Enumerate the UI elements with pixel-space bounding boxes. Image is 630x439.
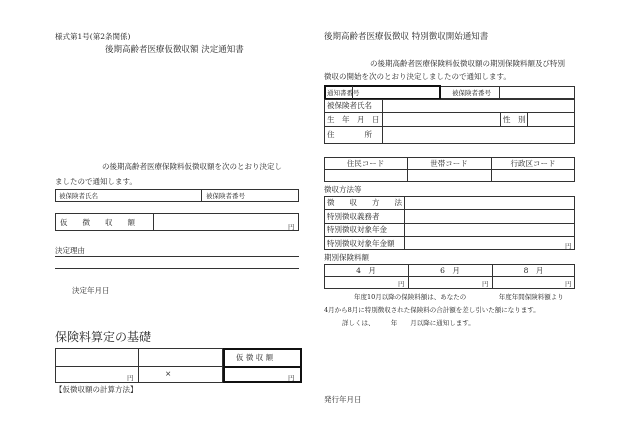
- obligor-label: 特別徴収義務者: [327, 212, 380, 221]
- left-provisional-amount-label: 仮 徴 収 額: [60, 218, 135, 227]
- left-insured-number-label: 被保険者番号: [206, 192, 245, 200]
- month-august: 8 月: [523, 266, 544, 275]
- yen-unit: 円: [482, 280, 489, 288]
- reason-line: [55, 268, 299, 269]
- basis-heading: 保険料算定の基礎: [55, 330, 152, 344]
- decision-reason-label: 決定理由: [55, 246, 85, 255]
- divider: [500, 112, 501, 126]
- divider: [324, 169, 575, 170]
- calc-method-label: 【仮徴収額の計算方法】: [55, 385, 138, 394]
- divider: [201, 189, 202, 202]
- household-code-label: 世帯コード: [430, 159, 468, 168]
- issue-date-label: 発行年月日: [324, 395, 362, 404]
- collection-method-label: 徴 収 方 法: [327, 198, 402, 207]
- divider: [382, 99, 383, 144]
- address-label: 住 所: [327, 130, 372, 139]
- gender-label: 性 別: [503, 115, 526, 124]
- divider: [324, 126, 575, 127]
- divider: [527, 112, 528, 126]
- notice-number-label: 通知書番号: [327, 89, 360, 97]
- divider: [499, 86, 500, 99]
- left-body-line2: ましたので通知します。: [55, 177, 137, 186]
- divider: [324, 236, 575, 237]
- right-body-line2: 徴収の開始を次のとおり決定しましたので通知します。: [324, 72, 511, 81]
- yen-unit: 円: [127, 374, 134, 382]
- collection-method-heading: 徴収方法等: [324, 185, 362, 194]
- pension-label: 特別徴収対象年金: [327, 225, 387, 234]
- divider: [224, 366, 301, 368]
- yen-unit: 円: [398, 280, 405, 288]
- note-line1: 年度10月以降の保険料額は、あなたの 年度年間保険料額より: [354, 293, 564, 301]
- divider: [324, 209, 575, 210]
- note-line3: 詳しくは、 年 月以降に通知します。: [342, 319, 475, 327]
- right-insured-name-label: 被保険者氏名: [327, 101, 372, 110]
- month-june: 6 月: [440, 266, 460, 275]
- form-number: 様式第1号(第2条関係): [55, 32, 131, 41]
- admin-area-code-label: 行政区コード: [510, 159, 556, 168]
- divider: [324, 223, 575, 224]
- provisional-amount-header: 仮 徴 収 額: [236, 353, 274, 362]
- yen-unit: 円: [288, 374, 295, 382]
- left-insured-name-label: 被保険者氏名: [59, 192, 98, 200]
- pension-amount-label: 特別徴収対象年金額: [327, 239, 395, 248]
- resident-code-label: 住民コード: [346, 159, 385, 168]
- yen-unit: 円: [565, 280, 572, 288]
- decision-date-label: 決定年月日: [72, 286, 110, 295]
- yen-unit: 円: [288, 223, 295, 231]
- birth-date-label: 生 年 月 日: [327, 115, 380, 124]
- month-april: 4 月: [356, 266, 376, 275]
- yen-unit: 円: [565, 242, 572, 250]
- right-title: 後期高齢者医療仮徴収 特別徴収開始通知書: [324, 32, 489, 42]
- note-line2: 4月から8月に特別徴収された保険料の合計額を差し引いた額になります。: [324, 306, 540, 314]
- multiply-sign: ×: [165, 369, 172, 378]
- reason-line: [55, 256, 299, 257]
- divider: [324, 112, 575, 113]
- divider: [55, 366, 223, 367]
- divider: [153, 213, 154, 231]
- right-body-line1: の後期高齢者医療保険料仮徴収額の期別保険料額及び特別: [370, 59, 565, 68]
- right-insured-number-label: 被保険者番号: [452, 89, 491, 97]
- divider: [324, 276, 575, 277]
- left-title: 後期高齢者医療仮徴収額 決定通知書: [105, 45, 244, 55]
- period-premium-heading: 期別保険料額: [324, 253, 369, 262]
- left-body-line1: の後期高齢者医療保険料仮徴収額を次のとおり決定し: [102, 162, 282, 171]
